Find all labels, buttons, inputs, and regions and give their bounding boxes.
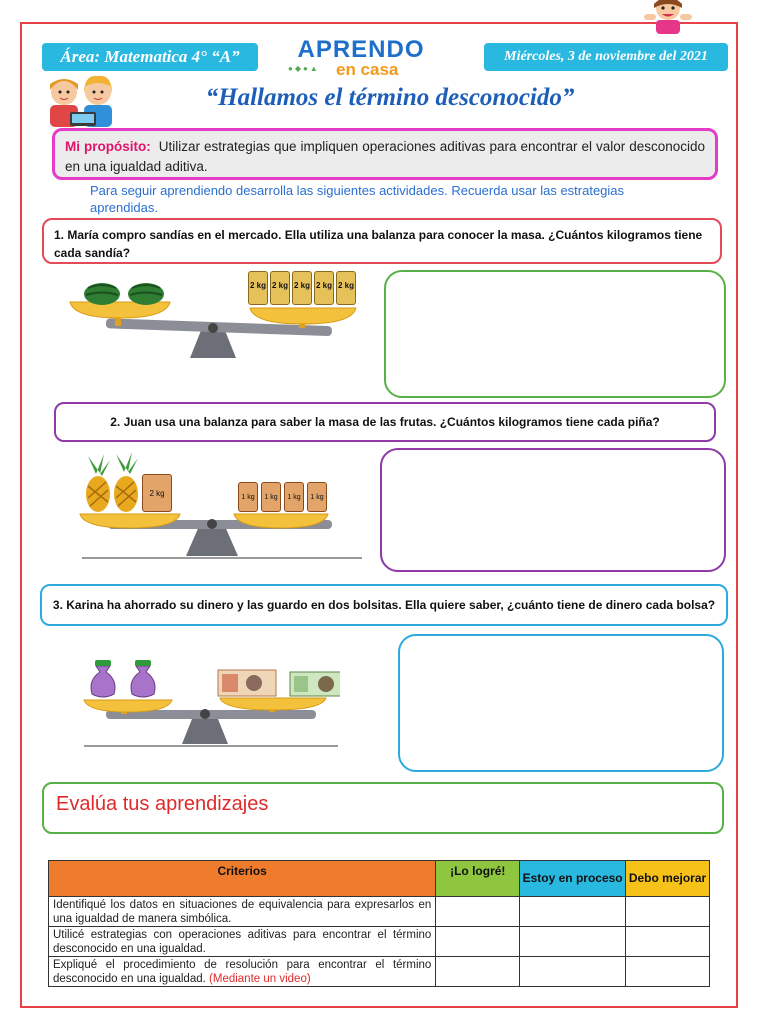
header-estoy-en-proceso: Estoy en proceso <box>520 861 626 897</box>
weight-1kg: 1 kg <box>284 482 304 512</box>
question-2-text: 2. Juan usa una balanza para saber la masa de las frutas. ¿Cuántos kilogramos tiene cada piña? <box>110 415 660 429</box>
criterion-text: Utilicé estrategias con operaciones aditivas para encontrar el término desconocido en una igualdad. <box>49 927 436 957</box>
answer-2-box[interactable] <box>380 448 726 572</box>
table-header-row <box>49 861 710 897</box>
date-label: Miércoles, 3 de noviembre del 2021 <box>484 43 728 71</box>
question-1-box <box>42 218 722 264</box>
purpose-label: Mi propósito: <box>65 139 151 154</box>
child-decoration-illustration <box>640 0 696 34</box>
check-cell-debo-mejorar[interactable] <box>626 897 710 927</box>
purpose-text: Utilizar estrategias que impliquen operaciones aditivas para encontrar el valor desconocido en una igualdad aditiva. <box>65 139 706 174</box>
logo-bottom-text: en casa <box>336 60 399 79</box>
header-criterios: Criterios <box>49 861 436 897</box>
instructions-text: Para seguir aprendiendo desarrolla las siguientes actividades. Recuerda usar las estrategias aprendidas. <box>90 183 625 215</box>
weight-2kg: 2 kg <box>292 271 312 305</box>
table-row <box>49 957 710 987</box>
criterion-note: (Mediante un video) <box>209 972 311 985</box>
evaluation-rubric-table <box>48 860 710 987</box>
header-lo-logre: ¡Lo logré! <box>436 861 520 897</box>
answer-3-box[interactable] <box>398 634 724 772</box>
question-3-text: 3. Karina ha ahorrado su dinero y las guardo en dos bolsitas. Ella quiere saber, ¿cuánto tiene de dinero cada bolsa? <box>52 598 716 612</box>
purpose-box <box>52 128 718 180</box>
check-cell-lo-logre[interactable] <box>436 897 520 927</box>
check-cell-en-proceso[interactable] <box>520 957 626 987</box>
question-1-text: 1. María compro sandías en el mercado. Ella utiliza una balanza para conocer la masa. ¿Cuántos kilogramos tiene cada sandía? <box>54 228 703 260</box>
question-2-box <box>54 402 716 442</box>
header-debo-mejorar: Debo mejorar <box>626 861 710 897</box>
weight-1kg: 1 kg <box>261 482 281 512</box>
page-title: “Hallamos el término desconocido” <box>205 84 575 111</box>
check-cell-en-proceso[interactable] <box>520 897 626 927</box>
evaluation-title-box <box>42 782 724 834</box>
question-3-box <box>40 584 728 626</box>
check-cell-lo-logre[interactable] <box>436 957 520 987</box>
weight-2kg: 2 kg <box>142 474 172 512</box>
table-row <box>49 897 710 927</box>
logo-top-text: APRENDO <box>297 36 425 63</box>
balance-scale-money-bags-illustration <box>82 656 340 748</box>
area-label: Área: Matematica 4° “A” <box>42 43 258 71</box>
weight-2kg: 2 kg <box>336 271 356 305</box>
criterion-text: Identifiqué los datos en situaciones de equivalencia para expresarlos en una igualdad de manera simbólica. <box>49 897 436 927</box>
criterion-cell <box>49 957 436 987</box>
weight-2kg: 2 kg <box>248 271 268 305</box>
q1-weights-group <box>248 271 356 305</box>
table-row <box>49 927 710 957</box>
check-cell-debo-mejorar[interactable] <box>626 927 710 957</box>
weight-1kg: 1 kg <box>238 482 258 512</box>
evaluation-title: Evalúa tus aprendizajes <box>56 793 269 815</box>
weight-1kg: 1 kg <box>307 482 327 512</box>
criterion-text: Expliqué el procedimiento de resolución para encontrar el término desconocido en una igualdad. <box>53 958 432 985</box>
logo-dots-icon: ●◆●▲ <box>288 64 320 73</box>
check-cell-en-proceso[interactable] <box>520 927 626 957</box>
weight-2kg: 2 kg <box>314 271 334 305</box>
answer-1-box[interactable] <box>384 270 726 398</box>
q2-weights-group <box>238 482 330 512</box>
aprendo-en-casa-logo <box>286 38 436 78</box>
check-cell-debo-mejorar[interactable] <box>626 957 710 987</box>
weight-2kg: 2 kg <box>270 271 290 305</box>
check-cell-lo-logre[interactable] <box>436 927 520 957</box>
